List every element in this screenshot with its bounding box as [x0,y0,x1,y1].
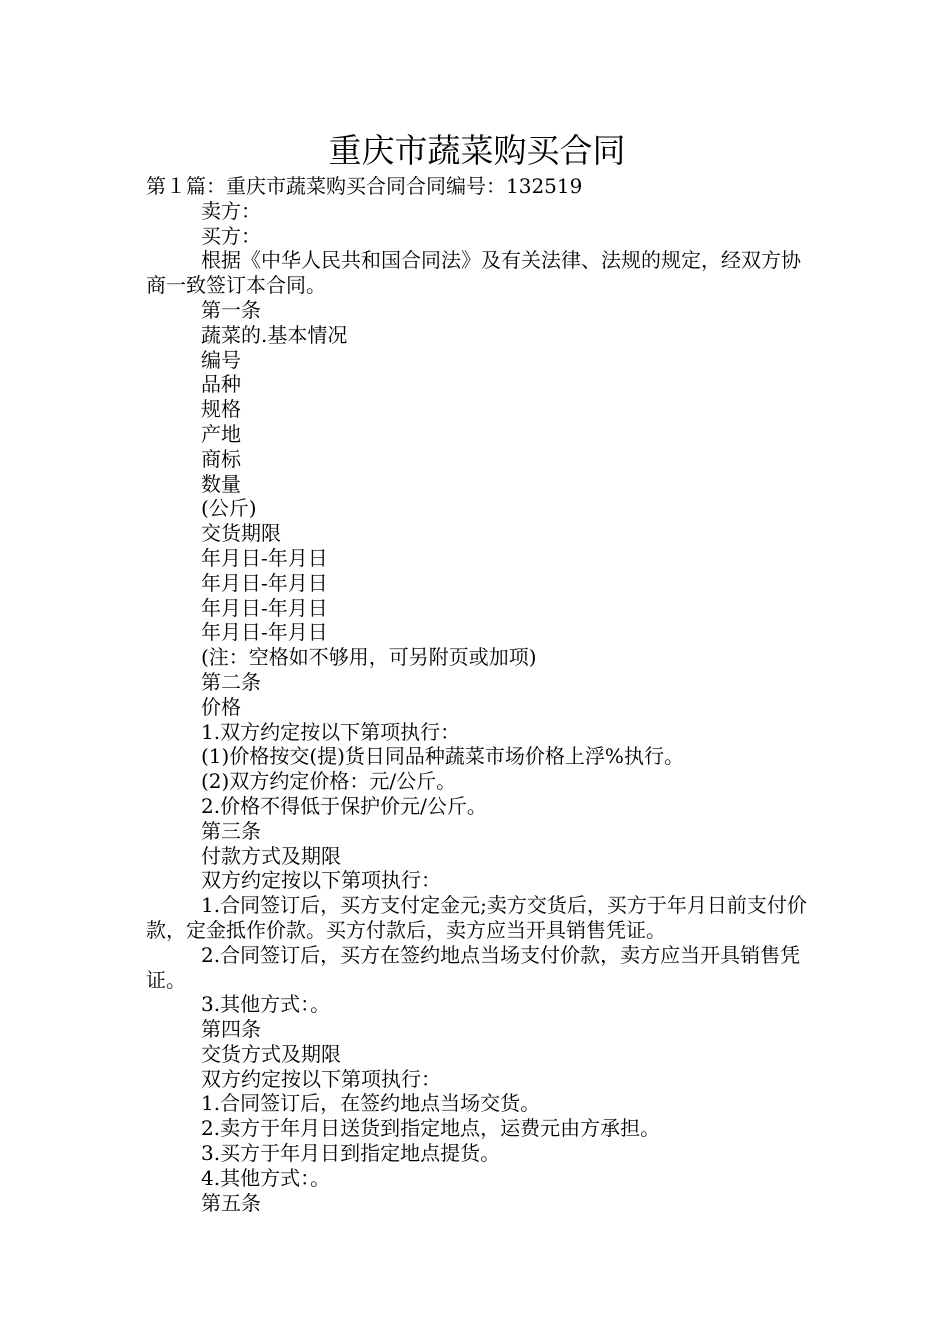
paragraph-line: 2.合同签订后，买方在签约地点当场支付价款，卖方应当开具销售凭证。 [146,942,801,992]
document-body [146,174,808,1215]
document-title: 重庆市蔬菜购买合同 [328,131,626,170]
paragraph-line: 4.其他方式：。 [201,1165,331,1190]
paragraph-line: 1.合同签订后，在签约地点当场交货。 [201,1091,541,1116]
paragraph-line: 交货期限 [201,521,281,546]
paragraph-line: 规格 [201,397,241,422]
paragraph-line: 第三条 [201,818,261,843]
paragraph-line: 3.买方于年月日到指定地点提货。 [201,1141,501,1166]
document-page [146,128,808,1215]
paragraph-line: 商标 [201,446,241,471]
paragraph-line: 根据《中华人民共和国合同法》及有关法律、法规的规定，经双方协商一致签订本合同。 [146,248,801,298]
paragraph-line: 编号 [201,347,241,372]
paragraph-line: (1)价格按交(提)货日同品种蔬菜市场价格上浮%执行。 [201,744,684,769]
paragraph-line: 年月日-年月日 [201,545,328,570]
paragraph-line: 蔬菜的.基本情况 [201,322,348,347]
paragraph-line: 年月日-年月日 [201,570,328,595]
paragraph-line: 交货方式及期限 [201,1041,341,1066]
paragraph-line: 买方： [201,223,261,248]
paragraph-line: 年月日-年月日 [201,620,328,645]
paragraph-line: 3.其他方式：。 [201,992,331,1017]
paragraph-line: 品种 [201,372,241,397]
paragraph-line: 第一条 [201,297,261,322]
paragraph-line: 1.双方约定按以下第项执行： [201,719,461,744]
paragraph-line: 第１篇：重庆市蔬菜购买合同合同编号：132519 [146,174,583,198]
paragraph-line: 第四条 [201,1017,261,1042]
paragraph-line: 价格 [201,694,241,719]
paragraph-line: 数量 [201,471,241,496]
paragraph-line: 2.价格不得低于保护价元/公斤。 [201,793,487,818]
paragraph-line: 1.合同签订后，买方支付定金元;卖方交货后，买方于年月日前支付价款，定金抵作价款。买方付款后，卖方应当开具销售凭证。 [146,893,807,942]
paragraph-line: 双方约定按以下第项执行： [201,1066,441,1091]
paragraph-line: 付款方式及期限 [201,843,341,868]
paragraph-line: 卖方： [201,198,261,223]
paragraph-line: (注：空格如不够用，可另附页或加项) [201,645,537,670]
paragraph-line: 年月日-年月日 [201,595,328,620]
paragraph-line: 双方约定按以下第项执行： [201,868,441,893]
paragraph-line: 第二条 [201,669,261,694]
paragraph-line: 第五条 [201,1190,261,1215]
paragraph-line: (公斤) [201,496,257,521]
paragraph-line: 产地 [201,421,241,446]
paragraph-line: 2.卖方于年月日送货到指定地点，运费元由方承担。 [201,1116,661,1141]
paragraph-line: (2)双方约定价格：元/公斤。 [201,769,457,794]
